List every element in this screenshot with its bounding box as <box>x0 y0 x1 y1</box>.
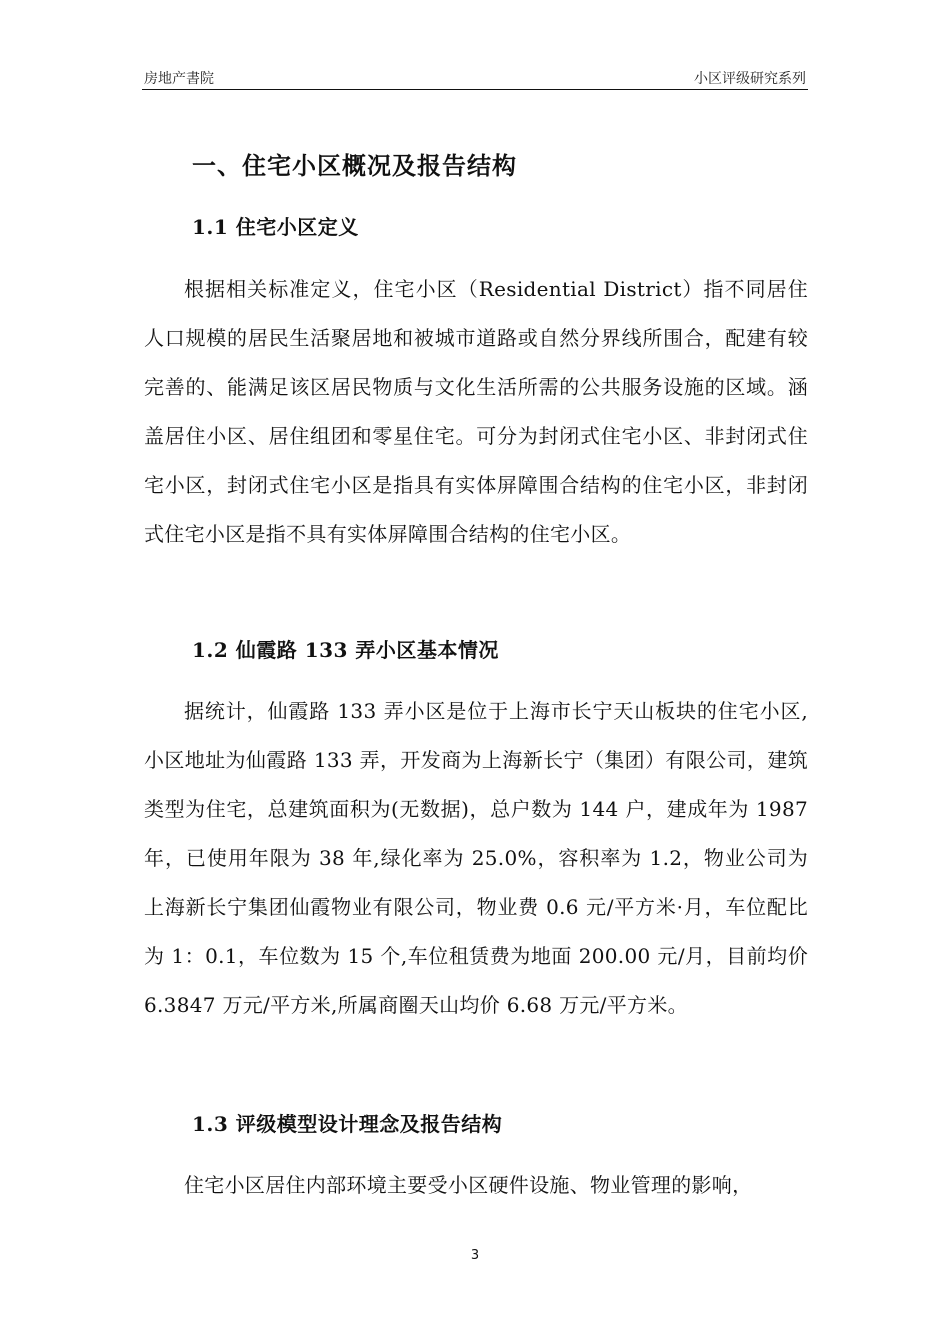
header-right-title: 小区评级研究系列 <box>694 71 806 87</box>
header-left-title: 房地产書院 <box>144 71 214 87</box>
subsection-heading-1-1: 1.1 住宅小区定义 <box>192 215 359 239</box>
subsection-heading-1-2: 1.2 仙霞路 133 弄小区基本情况 <box>192 638 499 662</box>
paragraph-model-design: 住宅小区居住内部环境主要受小区硬件设施、物业管理的影响， <box>184 1173 753 1197</box>
section-title: 一、住宅小区概况及报告结构 <box>192 151 517 180</box>
header-divider <box>142 89 808 90</box>
paragraph-definition: 根据相关标准定义，住宅小区（Residential District）指不同居住人口规模的居民生活聚居地和被城市道路或自然分界线所围合，配建有较完善的、能满足该区居民物质与文化生活所需的公共服务设施的区域。涵盖居住小区、居住组团和零星住宅。可分为封闭式住宅小区、非封闭式住宅小区，封闭式住宅小区是指具有实体屏障围合结构的住宅小区，非封闭式住宅小区是指不具有实体屏障围合结构的住宅小区。 <box>144 277 808 546</box>
subsection-heading-1-3: 1.3 评级模型设计理念及报告结构 <box>192 1112 503 1136</box>
paragraph-basic-info: 据统计，仙霞路 133 弄小区是位于上海市长宁天山板块的住宅小区,小区地址为仙霞路 133 弄，开发商为上海新长宁（集团）有限公司，建筑类型为住宅，总建筑面积为(无数据)，总户数为 144 户，建成年为 1987 年，已使用年限为 38 年,绿化率为 25.0%，容积率为 1.2，物业公司为上海新长宁集团仙霞物业有限公司，物业费 0.6 元/平方米·月，车位配比为 1：0.1，车位数为 15 个,车位租赁费为地面 200.00 元/月，目前均价 6.3847 万元/平方米,所属商圈天山均价 6.68 万元/平方米。 <box>144 699 808 1017</box>
page-number: 3 <box>470 1248 480 1263</box>
